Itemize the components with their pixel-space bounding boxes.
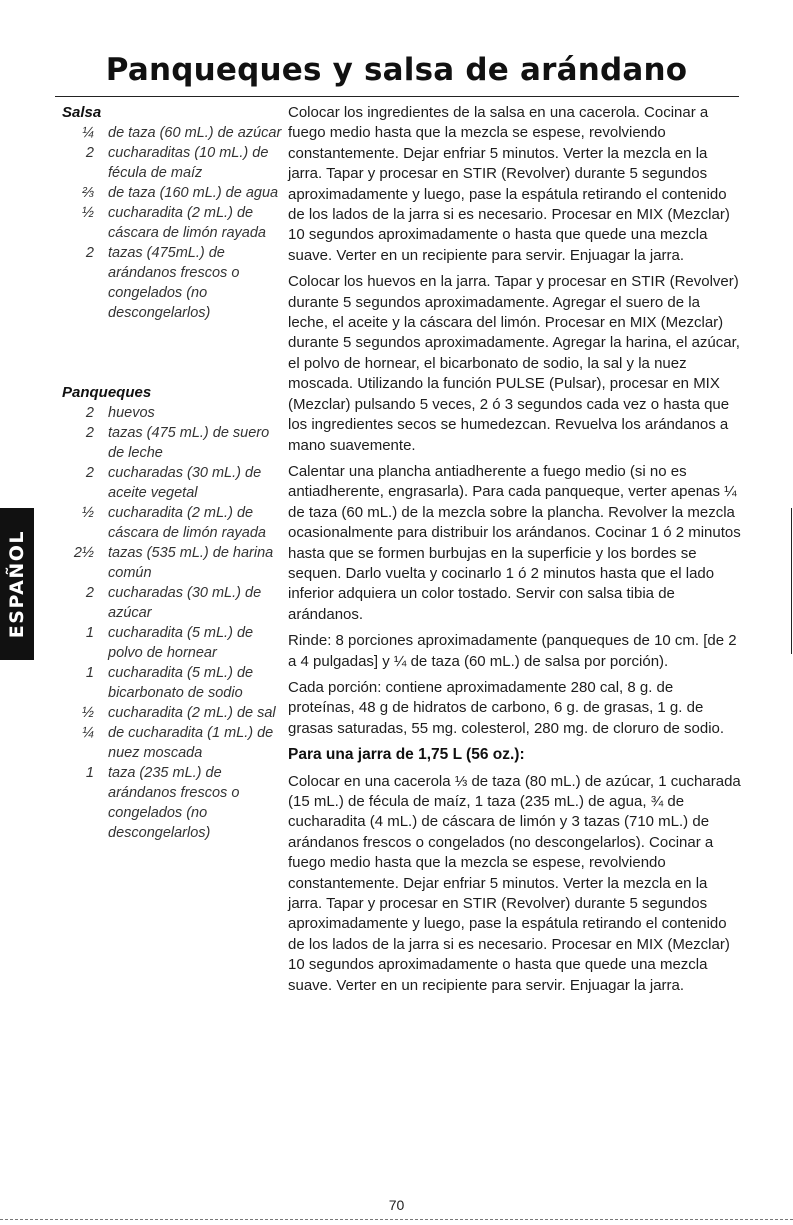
ingredient-text: cucharadita (2 mL.) de cáscara de limón rayada	[108, 505, 266, 541]
ingredient-text: cucharadita (2 mL.) de sal	[108, 705, 276, 721]
ingredient-text: de taza (160 mL.) de agua	[108, 185, 279, 201]
ingredient-item	[62, 583, 287, 623]
ingredient-item	[62, 503, 287, 543]
ingredient-quantity: 2½	[73, 545, 94, 561]
ingredient-quantity: ½	[81, 505, 94, 521]
instruction-paragraph: Cada porción: contiene aproximadamente 280 cal, 8 g. de proteínas, 48 g de hidratos de carbono, 6 g. de grasas, 1 g. de grasas saturadas, 55 mg. colesterol, 280 mg. de cloruro de sodio.	[288, 678, 725, 737]
ingredient-item	[62, 763, 287, 843]
ingredient-quantity: 1	[85, 765, 94, 781]
ingredient-item	[62, 203, 287, 243]
ingredient-text: cucharadita (5 mL.) de polvo de hornear	[108, 625, 254, 661]
ingredients-column	[62, 103, 287, 843]
ingredient-quantity: 1	[85, 665, 94, 681]
ingredient-quantity: ¼	[81, 125, 94, 141]
margin-line	[791, 508, 792, 654]
instruction-paragraph: Rinde: 8 porciones aproximadamente (panqueques de 10 cm. [de 2 a 4 pulgadas] y ¼ de taza (60 mL.) de salsa por porción).	[288, 632, 737, 670]
ingredient-quantity: 2	[85, 465, 94, 481]
ingredient-item	[62, 183, 287, 203]
ingredient-quantity: 2	[85, 425, 94, 441]
ingredient-text: de taza (60 mL.) de azúcar	[108, 125, 282, 141]
ingredient-text: taza (235 mL.) de arándanos frescos o congelados (no descongelarlos)	[108, 765, 240, 841]
salsa-ingredient-list	[62, 123, 287, 323]
page-number: 70	[388, 1197, 405, 1213]
ingredient-quantity: 2	[85, 585, 94, 601]
ingredient-text: huevos	[108, 405, 155, 421]
jar-variant-heading: Para una jarra de 1,75 L (56 oz.):	[288, 746, 525, 764]
ingredient-quantity: 1	[85, 625, 94, 641]
ingredient-item	[62, 623, 287, 663]
title-rule	[55, 96, 739, 97]
instruction-paragraph: Calentar una plancha antiadherente a fuego medio (si no es antiadherente, engrasarla). Para cada panqueque, verter apenas ¼ de taza (60 mL.) de la mezcla sobre la plancha. Revolver la mezcla ocasionalmente para distribuir los arándanos. Cocinar 1 ó 2 minutos hasta que se formen burbujas en la superficie y los bordes se sequen. Darlo vuelta y cocinarlo 1 ó 2 minutos hasta que el lado inferior adquiera un color tostado. Servir con salsa tibia de arándanos.	[288, 462, 741, 623]
ingredient-item	[62, 243, 287, 323]
ingredient-item	[62, 463, 287, 503]
ingredient-quantity: 2	[85, 405, 94, 421]
ingredient-quantity: ¼	[81, 725, 94, 741]
ingredient-item	[62, 143, 287, 183]
jar-variant-text: Colocar en una cacerola ⅓ de taza (80 mL.) de azúcar, 1 cucharada (15 mL.) de fécula de maíz, 1 taza (235 mL.) de agua, ¾ de cucharadita (4 mL.) de cáscara de limón y 3 tazas (710 mL.) de arándanos frescos o congelados (no descongelarlos). Cocinar a fuego medio hasta que la mezcla se espese, revolviendo constantemente. Dejar enfriar 5 minutos. Verter la mezcla en la jarra. Tapar y procesar en STIR (Revolver) durante 5 segundos aproximadamente y luego, pase la espátula retirando el contenido de los lados de la jarra si es necesario. Procesar en MIX (Mezclar) 10 segundos aproximadamente o hasta que quede una mezcla suave. Verter en un recipiente para servir. Enjuagar la jarra.	[288, 772, 741, 994]
salsa-heading: Salsa	[62, 104, 102, 121]
panqueques-heading: Panqueques	[62, 384, 152, 401]
ingredient-item	[62, 423, 287, 463]
ingredient-text: tazas (535 mL.) de harina común	[108, 545, 274, 581]
instruction-paragraph: Colocar los huevos en la jarra. Tapar y procesar en STIR (Revolver) durante 5 segundos aproximadamente. Agregar el suero de la leche, el aceite y la cáscara del limón. Procesar en MIX (Mezclar) durante 5 segundos aproximadamente. Agregar la harina, el azúcar, el polvo de hornear, el bicarbonato de sodio, la sal y la nuez moscada. Utilizando la función PULSE (Pulsar), procesar en MIX (Mezclar) pulsando 5 veces, 2 ó 3 segundos cada vez o hasta que los ingredientes secos se humedezcan. Revuelva los arándanos a mano suavemente.	[288, 273, 740, 454]
ingredient-text: tazas (475 mL.) de suero de leche	[108, 425, 270, 461]
language-tab	[0, 508, 34, 660]
instructions-column	[288, 103, 741, 1002]
ingredient-quantity: ⅔	[81, 185, 94, 201]
ingredient-quantity: ½	[81, 205, 94, 221]
ingredient-text: cucharadita (2 mL.) de cáscara de limón rayada	[108, 205, 266, 241]
ingredient-text: cucharadita (5 mL.) de bicarbonato de sodio	[108, 665, 254, 701]
language-tab-label: ESPAÑOL	[6, 529, 28, 639]
ingredient-text: cucharadas (30 mL.) de azúcar	[108, 585, 262, 621]
ingredient-item	[62, 403, 287, 423]
ingredient-text: de cucharadita (1 mL.) de nuez moscada	[108, 725, 274, 761]
instruction-paragraphs	[288, 103, 741, 739]
ingredient-item	[62, 703, 287, 723]
panqueques-ingredient-list	[62, 403, 287, 843]
ingredient-text: cucharaditas (10 mL.) de fécula de maíz	[108, 145, 269, 181]
ingredient-item	[62, 723, 287, 763]
ingredient-item	[62, 543, 287, 583]
ingredient-item	[62, 663, 287, 703]
ingredient-text: cucharadas (30 mL.) de aceite vegetal	[108, 465, 262, 501]
page-title: Panqueques y salsa de arándano	[105, 52, 688, 88]
ingredient-quantity: 2	[85, 145, 94, 161]
ingredient-text: tazas (475mL.) de arándanos frescos o congelados (no descongelarlos)	[108, 245, 240, 321]
ingredient-quantity: ½	[81, 705, 94, 721]
bottom-cut-line	[0, 1219, 793, 1220]
ingredient-item	[62, 123, 287, 143]
instruction-paragraph: Colocar los ingredientes de la salsa en una cacerola. Cocinar a fuego medio hasta que la mezcla se espese, revolviendo constantemente. Dejar enfriar 5 minutos. Verter la mezcla en la jarra. Tapar y procesar en STIR (Revolver) durante 5 segundos aproximadamente y luego, pase la espátula retirando el contenido de los lados de la jarra si es necesario. Procesar en MIX (Mezclar) 10 segundos aproximadamente o hasta que quede una mezcla suave. Verter en un recipiente para servir. Enjuagar la jarra.	[288, 104, 730, 264]
ingredient-quantity: 2	[85, 245, 94, 261]
